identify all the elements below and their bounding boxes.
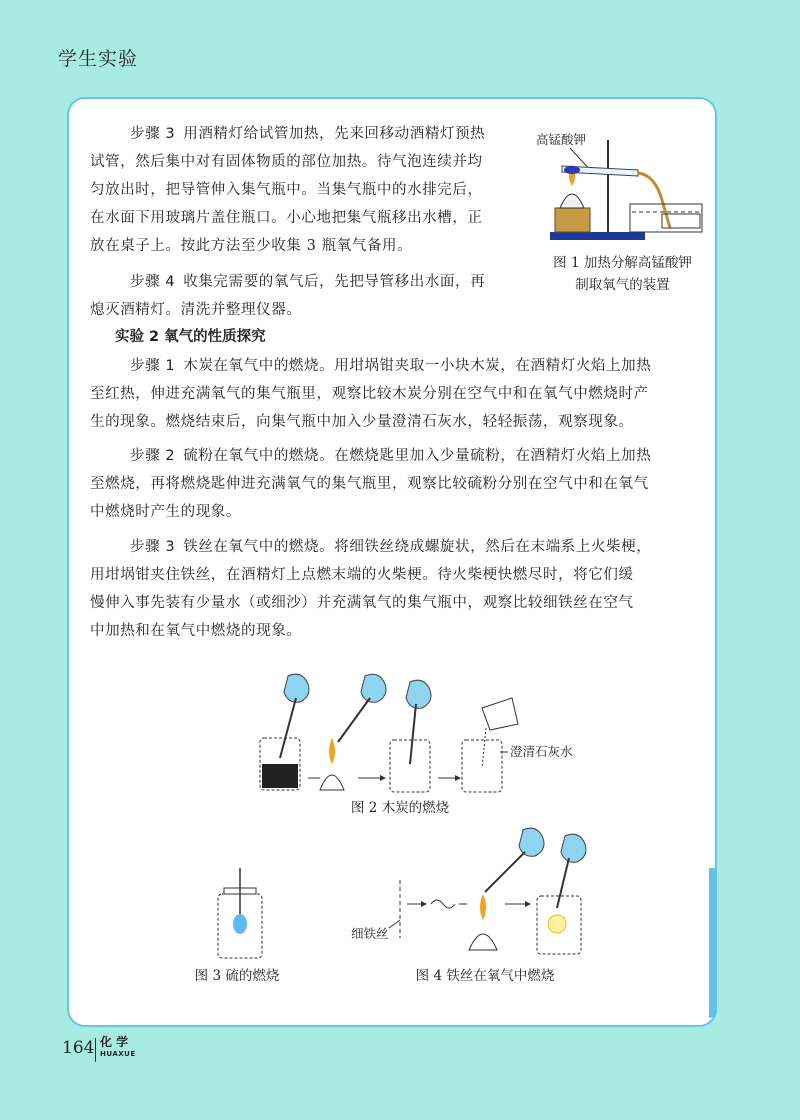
flame <box>329 738 335 764</box>
arrow-head <box>421 901 427 907</box>
text-line: 匀放出时，把导管伸入集气瓶中。当集气瓶中的水排完后， <box>90 182 483 198</box>
step-label: 步骤 3 <box>130 126 176 142</box>
arrow-head <box>455 775 461 781</box>
delivery-tube <box>638 173 670 228</box>
step-label: 步骤 1 <box>130 358 176 374</box>
figure3-caption: 图 3 硫的燃烧 <box>194 968 280 984</box>
text-line: 至红热，伸进充满氧气的集气瓶里，观察比较木炭分别在空气中和在氧气中燃烧时产 <box>90 386 649 402</box>
page-header: 学生实验 <box>58 48 139 70</box>
caption-line: 制取氧气的装置 <box>575 277 670 293</box>
step-label: 步骤 4 <box>130 274 176 290</box>
tongs <box>338 698 370 742</box>
flame <box>480 894 486 920</box>
coiled-wire <box>431 900 455 908</box>
figure2-charcoal <box>250 668 580 798</box>
arrow-head <box>380 775 386 781</box>
text-line: 至燃烧，再将燃烧匙伸进充满氧气的集气瓶里，观察比较硫粉分别在空气中和在氧气 <box>90 476 649 492</box>
alcohol-lamp <box>320 775 344 790</box>
text-line: 收集完需要的氧气后，先把导管移出水面，再 <box>183 274 486 290</box>
exp1-step3 <box>90 120 520 260</box>
text-line: 中加热和在氧气中燃烧的现象。 <box>90 623 302 639</box>
alcohol-lamp <box>560 194 584 208</box>
kmno4-powder <box>564 166 580 174</box>
step-label: 步骤 3 <box>130 539 176 555</box>
bottle <box>462 740 502 792</box>
text-line: 在水面下用玻璃片盖住瓶口。小心地把集气瓶移出水槽，正 <box>90 210 483 226</box>
tongs <box>557 858 569 908</box>
text-line: 放在桌子上。按此方法至少收集 3 瓶氧气备用。 <box>90 238 413 254</box>
step-label: 步骤 2 <box>130 448 176 464</box>
hand-glove-icon <box>519 828 544 856</box>
figure2-caption: 图 2 木炭的燃烧 <box>350 800 450 816</box>
caption-line: 图 1 加热分解高锰酸钾 <box>553 255 692 271</box>
text-line: 用坩埚钳夹住铁丝，在酒精灯上点燃末端的火柴梗。待火柴梗快燃尽时，将它们缓 <box>90 567 634 583</box>
subject-label <box>100 1036 136 1060</box>
tongs <box>485 852 525 892</box>
subject-pinyin: HUAXUE <box>100 1050 136 1058</box>
label-limewater: 澄清石灰水 <box>510 744 573 759</box>
arrow-head <box>525 901 531 907</box>
beaker <box>482 698 518 730</box>
subject-text: 化 学 <box>100 1035 129 1049</box>
experiment2-title: 实验 2 氧气的性质探究 <box>115 329 266 345</box>
exp1-step4 <box>90 268 520 324</box>
stand-base <box>550 232 645 240</box>
hand-glove-icon <box>284 674 309 702</box>
label-iron-wire: 细铁丝 <box>351 926 389 941</box>
wood-block <box>555 208 590 232</box>
label-leader <box>389 920 400 928</box>
sparks <box>548 915 566 933</box>
figure3-sulfur <box>210 868 270 963</box>
alcohol-lamp <box>469 934 497 950</box>
hand-glove-icon <box>406 680 431 708</box>
text-line: 生的现象。燃烧结束后，向集气瓶中加入少量澄清石灰水，轻轻振荡，观察现象。 <box>90 414 634 430</box>
footer-divider <box>95 1038 96 1062</box>
exp2-step1 <box>90 352 710 436</box>
sulfur-flame <box>233 914 247 934</box>
text-line: 铁丝在氧气中的燃烧。将细铁丝绕成螺旋状，然后在末端系上火柴梗， <box>183 539 652 555</box>
hand-glove-icon <box>361 674 386 702</box>
tongs <box>410 704 416 764</box>
page-number: 164 <box>62 1038 95 1058</box>
side-strip <box>709 868 717 1018</box>
pouring-stream <box>482 728 486 768</box>
figure4-iron-wire <box>345 820 595 960</box>
text-line: 熄灭酒精灯。清洗并整理仪器。 <box>90 302 302 318</box>
figure1-caption <box>535 252 710 296</box>
text-line: 试管，然后集中对有固体物质的部位加热。待气泡连续并均 <box>90 154 483 170</box>
text-line: 木炭在氧气中的燃烧。用坩埚钳夹取一小块木炭，在酒精灯火焰上加热 <box>183 358 652 374</box>
figure1-apparatus <box>530 120 705 250</box>
figure4-caption: 图 4 铁丝在氧气中燃烧 <box>415 968 555 984</box>
label-kmno4: 高锰酸钾 <box>536 132 587 147</box>
hand-glove-icon <box>561 834 586 862</box>
text-line: 硫粉在氧气中的燃烧。在燃烧匙里加入少量硫粉，在酒精灯火焰上加热 <box>183 448 652 464</box>
text-line: 慢伸入事先装有少量水（或细沙）并充满氧气的集气瓶中，观察比较细铁丝在空气 <box>90 595 634 611</box>
exp2-step3 <box>90 533 710 645</box>
tongs <box>280 698 296 758</box>
charcoal <box>262 764 298 788</box>
text-line: 用酒精灯给试管加热，先来回移动酒精灯预热 <box>183 126 486 142</box>
text-line: 中燃烧时产生的现象。 <box>90 504 241 520</box>
exp2-step2 <box>90 442 710 526</box>
bottle <box>390 740 430 792</box>
